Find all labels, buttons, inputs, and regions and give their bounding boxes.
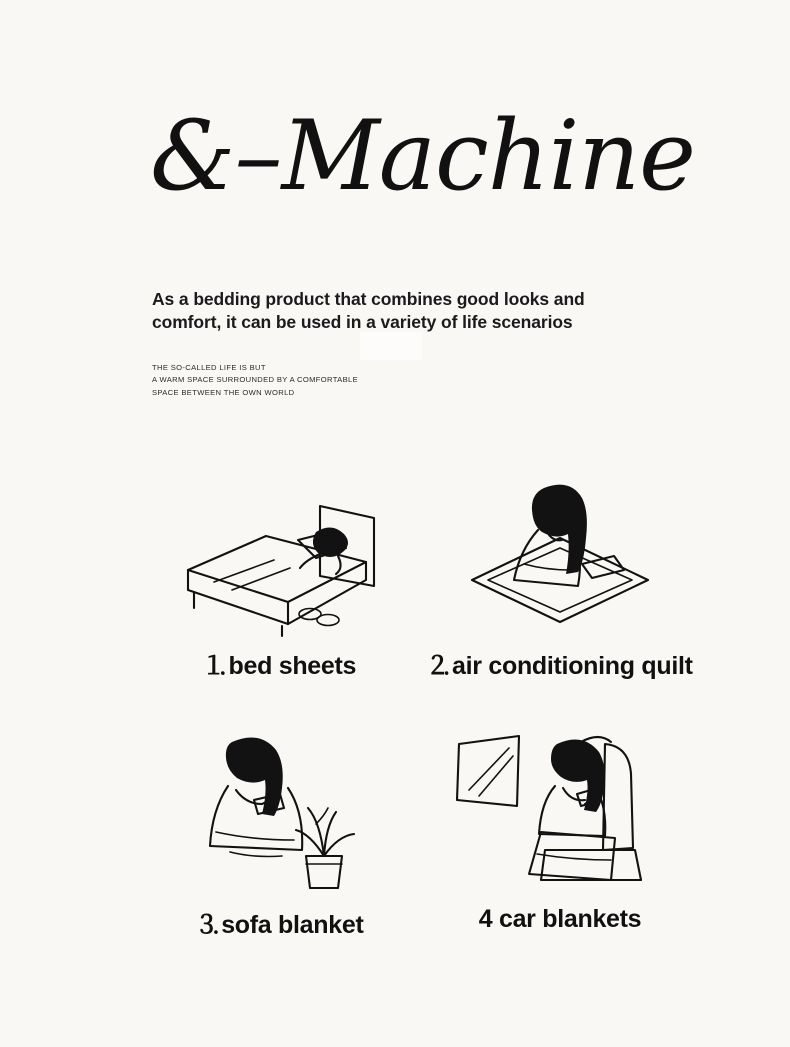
brand-masthead <box>150 100 695 238</box>
person-sitting-on-mat-icon <box>420 470 700 645</box>
scenario-caption-car-blankets: 4 car blankets <box>478 905 642 933</box>
subtext-line-3: SPACE BETWEEN THE OWN WORLD <box>152 387 295 397</box>
person-lying-on-bed-icon <box>140 470 420 645</box>
scenario-caption-sofa-blanket: ⒊sofa blanket <box>196 911 364 939</box>
subtext-block <box>152 362 482 399</box>
scenario-grid <box>140 470 700 990</box>
subtext-line-1: THE SO-CALLED LIFE IS BUT <box>152 363 266 372</box>
decorative-highlight-block <box>360 332 422 360</box>
scenario-item-car-blankets <box>420 725 700 975</box>
person-in-car-seat-icon <box>420 725 700 900</box>
scenario-item-sofa-blanket <box>140 725 420 975</box>
scenario-item-air-conditioning-quilt <box>420 470 700 720</box>
subtext-line-2: A WARM SPACE SURROUNDED BY A COMFORTABLE <box>152 375 358 385</box>
headline-text: As a bedding product that combines good looks and comfort, it can be used in a variety of life scenarios <box>152 289 585 333</box>
brand-title: &–Machine <box>150 100 695 212</box>
person-reading-with-plant-icon <box>140 725 420 900</box>
scenario-caption-air-conditioning-quilt: ⒉air conditioning quilt <box>427 652 693 680</box>
scenario-item-bed-sheets <box>140 470 420 720</box>
scenario-caption-bed-sheets: ⒈bed sheets <box>203 652 357 680</box>
